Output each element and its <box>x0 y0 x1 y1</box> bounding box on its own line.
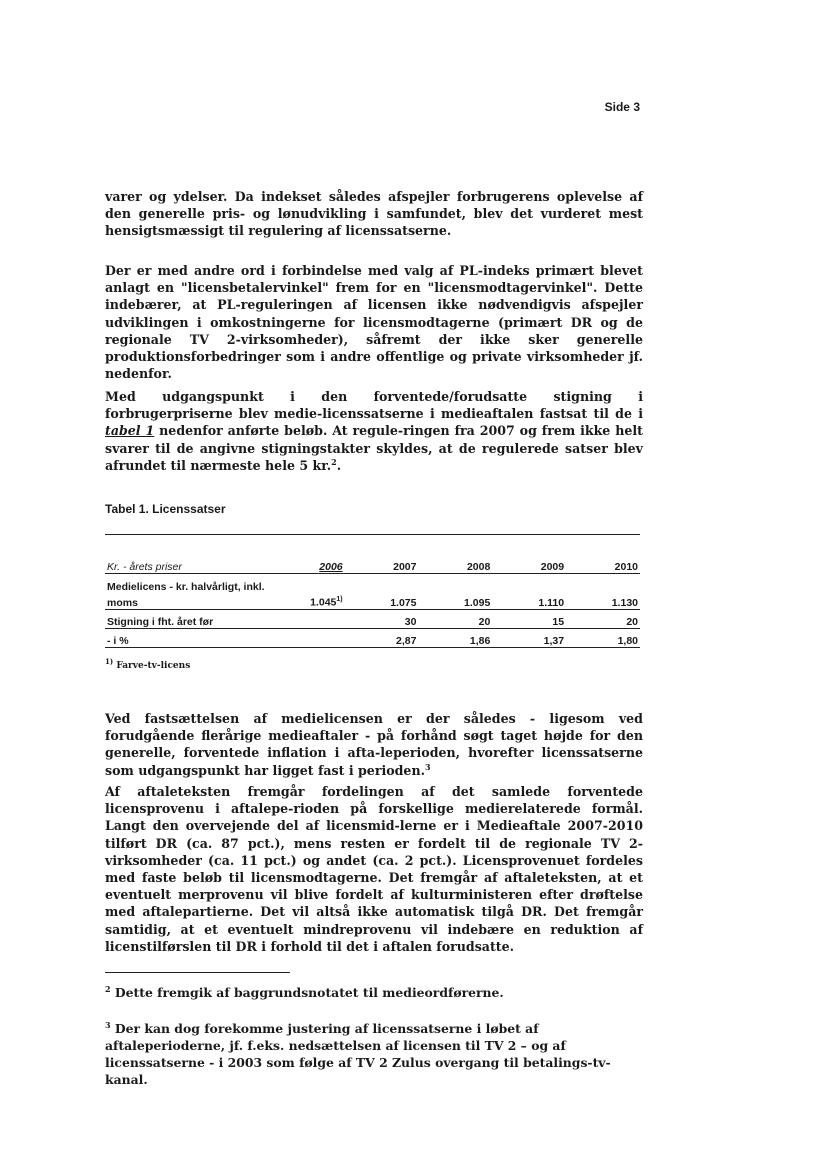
table-cell-r3-2007: 2,87 <box>345 628 419 647</box>
paragraph-5: Af aftaleteksten fremgår fordelingen af det samlede forventede licensprovenu i aftalepe-rioden på forskellige medierelaterede formål. Langt den overvejende del af licensmid-lerne er i Medieaftale 2007-2010 tilført DR (ca. 87 pct.), mens resten er fordelt til de regionale TV 2-virksomheder (ca. 11 pct.) og andet (ca. 2 pct.). Licensprovenuet fordeles med faste beløb til licensmodtagerne. Det fremgår af aftaleteksten, at et eventuelt merprovenu vil blive fordelt af kulturministeren efter drøftelse med aftalepartierne. Det vil altså ikke automatisk tilgå DR. Det fremgår samtidig, at et eventuelt mindreprovenu vil indebære en reduktion af licenstilførslen til DR i forhold til det i aftalen forudsatte. <box>105 784 643 954</box>
footnote-2-text: Dette fremgik af baggrundsnotatet til medieordførerne. <box>114 985 504 1000</box>
table-year-2008: 2008 <box>418 556 492 573</box>
footnote-ref-3[interactable]: 3 <box>425 761 431 772</box>
table-cell-r2-2009: 15 <box>492 609 566 628</box>
footnote-2 <box>105 984 645 1001</box>
table-cell-r1-2007: 1.075 <box>345 593 419 609</box>
table-cell-r1-2008: 1.095 <box>418 593 492 609</box>
table-row1-label-line2: moms <box>105 593 270 609</box>
table-cell-r3-2006 <box>270 628 344 647</box>
table-year-2010: 2010 <box>566 556 640 573</box>
table-cell-r3-2009: 1,37 <box>492 628 566 647</box>
footnote-3-text: Der kan dog forekomme justering af licenssatserne i løbet af aftaleperioderne, jf. f.eks. nedsættelsen af licensen til TV 2 – og af licenssatserne - i 2003 som følge af TV 2 Zulus overgang til betalings-tv-kanal. <box>105 1021 611 1087</box>
table-cell-r3-2008: 1,86 <box>418 628 492 647</box>
table-row-percent <box>105 628 640 647</box>
table-header-label: Kr. - årets priser <box>107 560 182 573</box>
paragraph-3: Med udgangspunkt i den forventede/forudsatte stigning i forbrugerpriserne blev medie-licenssatserne i medieaftalen fastsat til de i tabel 1 nedenfor anførte beløb. At regule-ringen fra 2007 og frem ikke helt svarer til de angivne stigningstakter skyldes, at de regulerede satser blev afrundet til nærmeste hele 5 kr.$^2$. <box>105 389 643 473</box>
footnote-2-number: 2 <box>105 983 111 994</box>
table-cell-r2-2010: 20 <box>566 609 640 628</box>
table-cell-r1-2009: 1.110 <box>492 593 566 609</box>
table-row-medielicens <box>105 593 640 609</box>
table-header-row <box>105 556 640 573</box>
paragraph-1: varer og ydelser. Da indekset således afspejler forbrugerens oplevelse af den generelle pris- og lønudvikling i samfundet, blev det vurderet mest hensigtsmæssigt til regulering af licenssatserne. <box>105 189 643 239</box>
table-1-link[interactable]: tabel 1 <box>105 423 155 439</box>
table-row1-label-line1: Medielicens - kr. halvårligt, inkl. <box>107 581 265 593</box>
paragraph-2: Der er med andre ord i forbindelse med valg af PL-indeks primært blevet anlagt en "licensbetalervinkel" frem for en "licensmodtagervinkel". Dette indebærer, at PL-reguleringen af licensen ikke nødvendigvis afspejler udviklingen i omkostningerne for licensmodtagerne (primært DR og de regionale TV 2-virksomheder), såfremt der ikke sker generelle produktionsforbedringer som i andre offentlige og private virksomheder jf. nedenfor. <box>105 263 643 382</box>
footnote-3-number: 3 <box>105 1019 111 1030</box>
footnote-3 <box>105 1020 645 1088</box>
paragraph-3-text-a: Med udgangspunkt i den forventede/forudsatte stigning i forbrugerpriserne blev medie-licenssatserne i medieaftalen fastsat til de i <box>105 389 643 422</box>
license-rates-table <box>105 556 640 648</box>
table-cell-r3-2010: 1,80 <box>566 628 640 647</box>
table-cell-r2-2008: 20 <box>418 609 492 628</box>
table-year-2006: 2006 <box>319 560 343 573</box>
table-note-text: Farve-tv-licens <box>116 661 191 671</box>
table-note <box>105 657 190 671</box>
table-cell-r1-2006: 1.045 <box>310 596 337 609</box>
table-top-rule <box>105 534 640 535</box>
table-cell-r1-2010: 1.130 <box>566 593 640 609</box>
paragraph-3-text-b: nedenfor anførte beløb. At regule-ringen fra 2007 og frem ikke helt svarer til de angivne stigningstakter skyldes, at de regulerede satser blev afrundet til nærmeste hele 5 kr. <box>105 423 643 473</box>
footnote-ref-2[interactable]: 2 <box>331 456 337 467</box>
paragraph-4-text: Ved fastsættelsen af medielicensen er der således - ligesom ved forudgående flerårige medieaftaler - på forhånd søgt taget højde for den generelle, forventede inflation i afta-leperioden, hvorefter licenssatserne som udgangspunkt har ligget fast i perioden. <box>105 711 643 778</box>
table-cell-r2-2007: 30 <box>345 609 419 628</box>
table-note-marker: 1) <box>105 657 114 666</box>
table-row2-label: Stigning i fht. året før <box>105 609 270 628</box>
footnote-separator <box>105 972 290 973</box>
table-row-medielicens-line1 <box>105 573 640 593</box>
table-year-2009: 2009 <box>492 556 566 573</box>
table-row-stigning <box>105 609 640 628</box>
table-title: Tabel 1. Licenssatser <box>105 502 226 516</box>
table-year-2007: 2007 <box>345 556 419 573</box>
paragraph-4 <box>105 710 643 779</box>
table-row3-label: - i % <box>105 628 270 647</box>
table-cell-r2-2006 <box>270 609 344 628</box>
table-cell-r1-sup: 1) <box>336 596 343 603</box>
page-number: Side 3 <box>604 100 640 114</box>
